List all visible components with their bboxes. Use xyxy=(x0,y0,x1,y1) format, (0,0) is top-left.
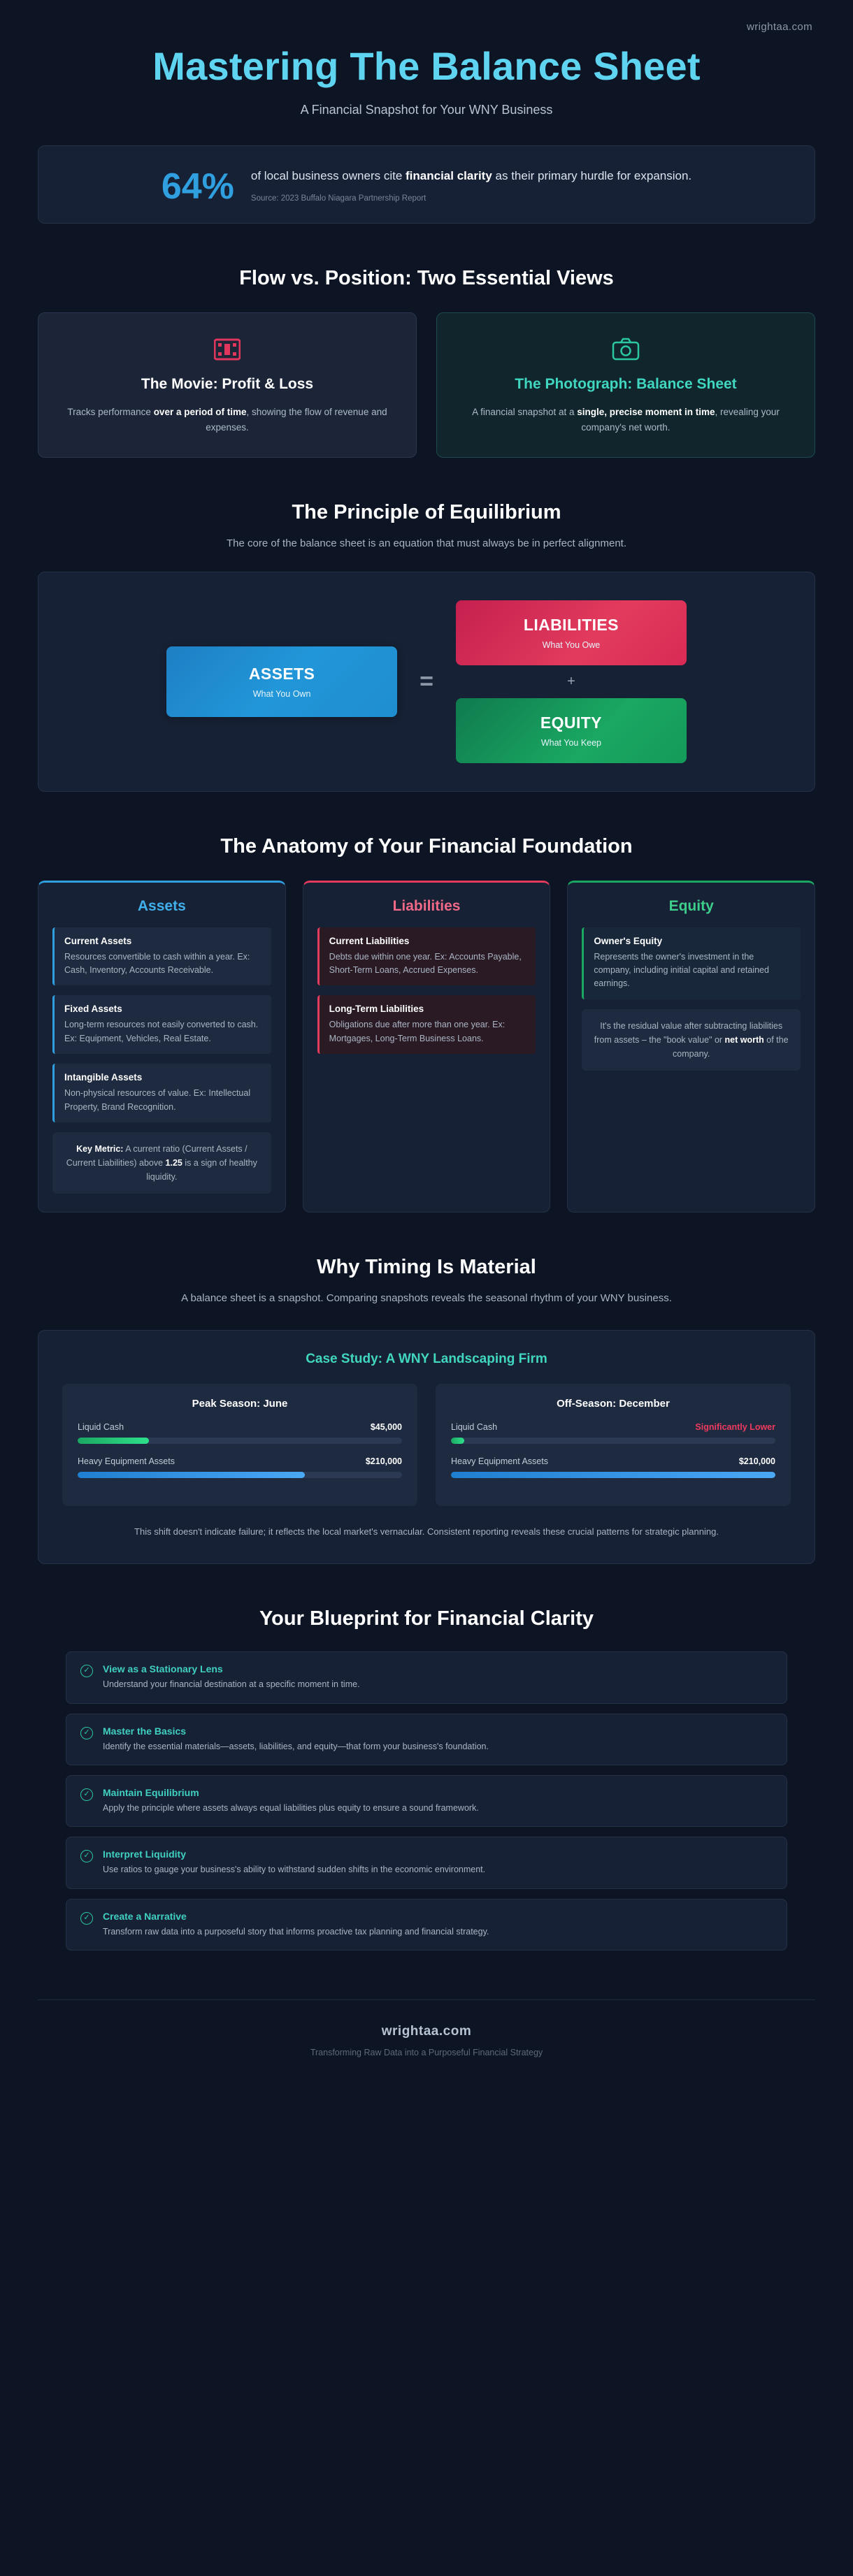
view-desc-photo xyxy=(457,405,795,435)
metric-label: Liquid Cash xyxy=(451,1422,498,1433)
anatomy-heading: The Anatomy of Your Financial Foundation xyxy=(220,834,633,858)
metric-bar-track xyxy=(451,1472,775,1478)
anatomy-item xyxy=(52,1064,271,1122)
equals-sign: = xyxy=(420,668,433,695)
metric-row xyxy=(451,1456,775,1466)
equation-liabilities-block xyxy=(456,600,687,665)
stat-banner xyxy=(38,145,815,224)
anatomy-item-title: Long-Term Liabilities xyxy=(329,1004,424,1015)
view-card-movie xyxy=(38,312,417,458)
view-desc-movie-p1: Tracks performance xyxy=(67,407,154,418)
views-row xyxy=(38,312,815,458)
anatomy-title-equity: Equity xyxy=(668,897,714,914)
metric-bar-fill xyxy=(78,1438,149,1444)
view-title-movie: The Movie: Profit & Loss xyxy=(141,375,314,392)
case-study-footnote: This shift doesn't indicate failure; it reflects the local market's vernacular. Consistent reporting reveals these crucial patterns for strategic planning. xyxy=(134,1526,719,1537)
case-study-card xyxy=(38,1330,815,1564)
anatomy-note-equity xyxy=(582,1009,801,1071)
list-item[interactable] xyxy=(66,1651,787,1703)
check-circle-icon: ✓ xyxy=(80,1912,93,1925)
equation-diagram xyxy=(38,572,815,792)
views-heading: Flow vs. Position: Two Essential Views xyxy=(239,266,614,289)
equation-assets-title: ASSETS xyxy=(248,664,315,683)
footer-brand: wrightaa.com xyxy=(381,2024,472,2039)
equation-equity-title: EQUITY xyxy=(540,713,602,732)
anatomy-item-desc: Debts due within one year. Ex: Accounts Payable, Short-Term Loans, Accrued Expenses. xyxy=(329,951,522,976)
stat-text-bold: financial clarity xyxy=(406,168,492,182)
check-circle-icon: ✓ xyxy=(80,1727,93,1739)
metric-value: $210,000 xyxy=(365,1456,402,1467)
metric-value: $45,000 xyxy=(370,1422,402,1433)
anatomy-column-equity xyxy=(567,881,815,1213)
case-study-title: Case Study: A WNY Landscaping Firm xyxy=(306,1352,547,1367)
check-circle-icon: ✓ xyxy=(80,1665,93,1677)
blueprint-list xyxy=(38,1651,815,1951)
metric-bar-fill xyxy=(78,1472,305,1478)
anatomy-column-assets xyxy=(38,881,286,1213)
anatomy-item-title: Owner's Equity xyxy=(594,935,663,946)
anatomy-title-assets: Assets xyxy=(137,897,186,914)
metric-row xyxy=(78,1422,402,1432)
case-panel-label: Off-Season: December xyxy=(557,1398,670,1410)
metric-row xyxy=(78,1456,402,1466)
timing-heading: Why Timing Is Material xyxy=(317,1255,536,1278)
equation-equity-sub: What You Keep xyxy=(540,737,602,748)
list-item[interactable] xyxy=(66,1714,787,1765)
view-desc-photo-p2: , revealing your company's net worth. xyxy=(581,407,780,433)
anatomy-item-desc: Long-term resources not easily converted to cash. Ex: Equipment, Vehicles, Real Estate. xyxy=(64,1020,259,1043)
anatomy-title-liabilities: Liabilities xyxy=(392,897,461,914)
anatomy-item xyxy=(52,995,271,1054)
anatomy-note-assets xyxy=(52,1132,271,1194)
blueprint-item-title: View as a Stationary Lens xyxy=(103,1663,223,1675)
stat-text xyxy=(251,167,691,185)
anatomy-note-text1: It's the residual value after subtracting liabilities from assets – the "book value" or xyxy=(594,1020,783,1045)
view-title-photo: The Photograph: Balance Sheet xyxy=(515,375,737,392)
anatomy-note-label: Key Metric: xyxy=(76,1143,124,1154)
view-desc-movie-bold: over a period of time xyxy=(153,407,247,418)
camera-icon xyxy=(457,334,795,365)
blueprint-item-desc: Use ratios to gauge your business's ability to withstand sudden shifts in the economic environment. xyxy=(103,1865,486,1875)
page-subtitle: A Financial Snapshot for Your WNY Business xyxy=(300,102,553,117)
metric-bar-fill xyxy=(451,1472,775,1478)
footer-tagline: Transforming Raw Data into a Purposeful Financial Strategy xyxy=(310,2048,543,2058)
metric-label: Heavy Equipment Assets xyxy=(451,1456,548,1467)
stat-text-part2: as their primary hurdle for expansion. xyxy=(492,168,692,182)
anatomy-item-title: Current Assets xyxy=(64,935,132,946)
blueprint-item-desc: Identify the essential materials—assets, liabilities, and equity—that form your business's foundation. xyxy=(103,1741,489,1751)
case-panel-label: Peak Season: June xyxy=(192,1398,288,1410)
equation-assets-sub: What You Own xyxy=(252,688,311,699)
anatomy-item-title: Intangible Assets xyxy=(64,1072,143,1083)
timing-subheading: A balance sheet is a snapshot. Comparing snapshots reveals the seasonal rhythm of your WNY business. xyxy=(181,1291,672,1304)
metric-label: Heavy Equipment Assets xyxy=(78,1456,175,1467)
stat-source: Source: 2023 Buffalo Niagara Partnership Report xyxy=(250,194,426,203)
view-card-photo xyxy=(436,312,815,458)
anatomy-item xyxy=(52,927,271,986)
metric-label: Liquid Cash xyxy=(78,1422,124,1433)
list-item[interactable] xyxy=(66,1837,787,1888)
anatomy-columns xyxy=(38,881,815,1213)
anatomy-item-desc: Non-physical resources of value. Ex: Intellectual Property, Brand Recognition. xyxy=(64,1088,251,1112)
anatomy-item-desc: Resources convertible to cash within a year. Ex: Cash, Inventory, Accounts Receivable. xyxy=(64,951,250,976)
view-desc-photo-bold: single, precise moment in time xyxy=(577,407,715,418)
list-item[interactable] xyxy=(66,1775,787,1827)
anatomy-item xyxy=(582,927,801,999)
anatomy-item xyxy=(317,927,536,986)
stat-text-part1: of local business owners cite xyxy=(250,168,406,182)
case-panel-offseason xyxy=(436,1384,791,1506)
blueprint-item-title: Interpret Liquidity xyxy=(103,1848,186,1860)
page-footer xyxy=(38,1999,815,2090)
view-desc-movie xyxy=(58,405,396,435)
view-desc-photo-p1: A financial snapshot at a xyxy=(472,407,578,418)
anatomy-item-desc: Represents the owner's investment in the company, including initial capital and retained earnings. xyxy=(594,951,769,989)
plus-sign: + xyxy=(567,673,575,689)
equation-equity-block xyxy=(456,698,687,763)
anatomy-note-bold: net worth xyxy=(724,1034,764,1045)
blueprint-item-desc: Apply the principle where assets always equal liabilities plus equity to ensure a sound framework. xyxy=(103,1802,479,1813)
metric-bar-track xyxy=(78,1472,402,1478)
check-circle-icon: ✓ xyxy=(80,1788,93,1801)
metric-value: Significantly Lower xyxy=(695,1422,775,1433)
equation-liabilities-title: LIABILITIES xyxy=(523,615,619,634)
anatomy-item-desc: Obligations due after more than one year. Ex: Mortgages, Long-Term Business Loans. xyxy=(329,1020,506,1043)
list-item[interactable] xyxy=(66,1899,787,1951)
blueprint-item-title: Master the Basics xyxy=(103,1725,187,1737)
equation-heading: The Principle of Equilibrium xyxy=(292,501,561,524)
anatomy-note-text2: of the company. xyxy=(673,1034,789,1059)
anatomy-item xyxy=(317,995,536,1054)
equation-right-side xyxy=(456,600,687,763)
anatomy-column-liabilities xyxy=(303,881,551,1213)
metric-row xyxy=(451,1422,775,1432)
metric-bar-track xyxy=(451,1438,775,1444)
blueprint-heading: Your Blueprint for Financial Clarity xyxy=(259,1607,594,1630)
metric-value: $210,000 xyxy=(738,1456,775,1467)
blueprint-item-title: Maintain Equilibrium xyxy=(103,1786,199,1798)
stat-number: 64% xyxy=(161,166,234,207)
equation-subheading: The core of the balance sheet is an equation that must always be in perfect alignment. xyxy=(226,537,626,550)
equation-liabilities-sub: What You Owe xyxy=(542,639,601,650)
blueprint-item-desc: Transform raw data into a purposeful story that informs proactive tax planning and financial strategy. xyxy=(103,1926,489,1937)
anatomy-item-title: Current Liabilities xyxy=(329,935,410,946)
case-study-columns xyxy=(62,1384,791,1506)
check-circle-icon: ✓ xyxy=(80,1850,93,1862)
equation-assets-block xyxy=(166,646,397,717)
anatomy-note-value: 1.25 xyxy=(165,1157,182,1168)
top-brand: wrightaa.com xyxy=(746,21,812,33)
blueprint-item-desc: Understand your financial destination at a specific moment in time. xyxy=(103,1679,360,1690)
film-strip-icon xyxy=(58,334,396,365)
anatomy-note-text1: A current ratio (Current Assets / Current Liabilities) above xyxy=(66,1143,248,1168)
anatomy-item-title: Fixed Assets xyxy=(64,1004,122,1015)
metric-bar-track xyxy=(78,1438,402,1444)
blueprint-item-title: Create a Narrative xyxy=(103,1910,187,1922)
view-desc-movie-p2: , showing the flow of revenue and expenses. xyxy=(206,407,387,433)
page-title: Mastering The Balance Sheet xyxy=(152,44,701,88)
anatomy-note-text2: is a sign of healthy liquidity. xyxy=(146,1157,257,1182)
case-panel-peak xyxy=(62,1384,417,1506)
metric-bar-fill xyxy=(451,1438,464,1444)
